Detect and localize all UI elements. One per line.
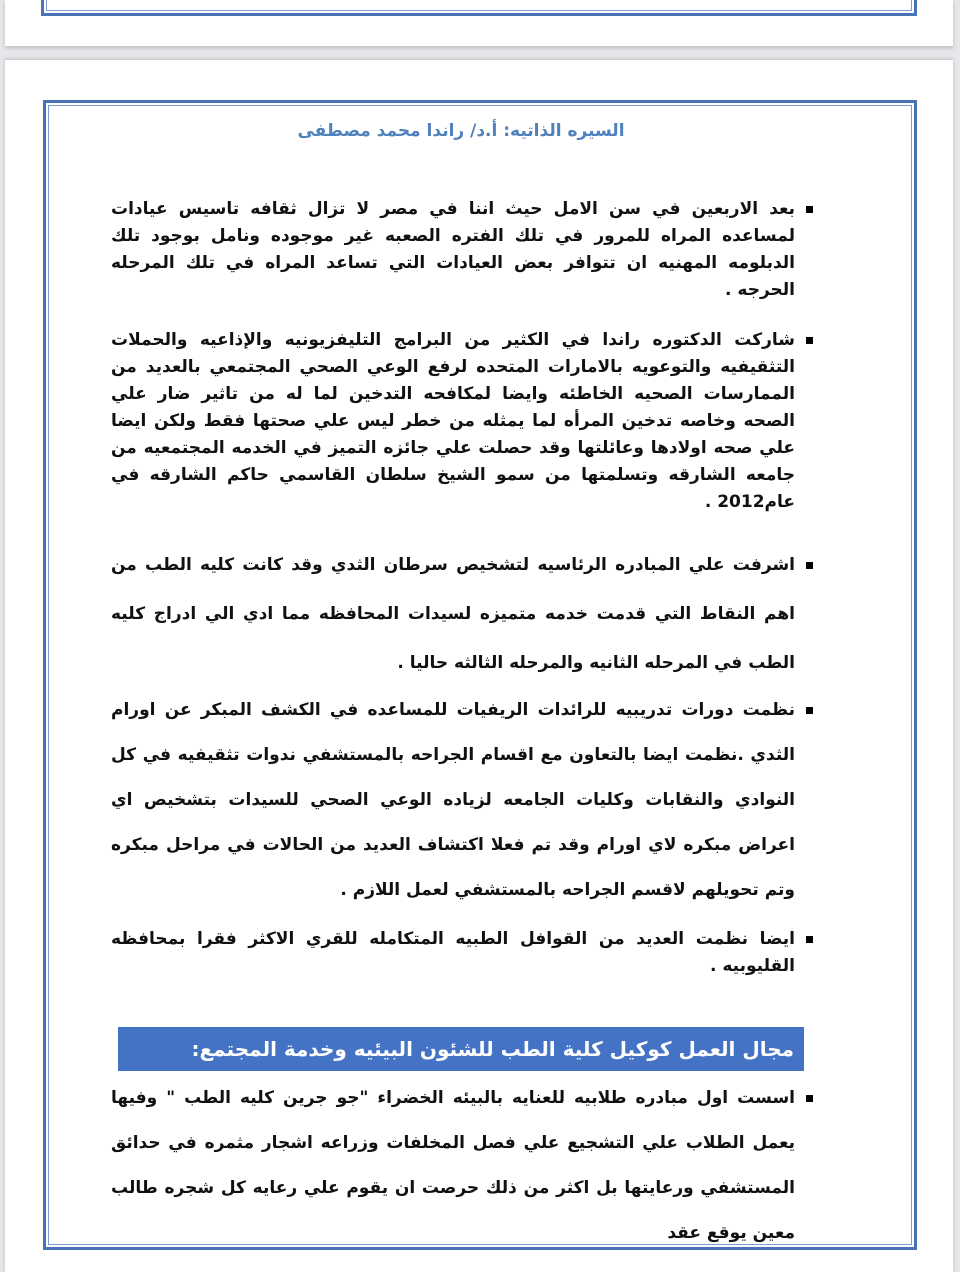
bullet-square-icon — [806, 206, 813, 213]
bullet-list-main — [111, 196, 812, 980]
page-content — [49, 106, 911, 1244]
bullet-square-icon — [806, 337, 813, 344]
section-header: مجال العمل كوكيل كلية الطب للشئون البيئيه وخدمة المجتمع: — [118, 1027, 804, 1071]
list-item — [111, 196, 812, 304]
previous-page-border-inner — [46, 0, 912, 11]
previous-page-fragment — [5, 0, 953, 46]
previous-page-border — [41, 0, 917, 16]
list-item-text: نظمت دورات تدريبيه للرائدات الريفيات للمساعده في الكشف المبكر عن اورام الثدي .نظمت ايضا بالتعاون مع اقسام الجراحه بالمستشفي ندوات تثقيفيه في كل النوادي والنقابات وكليات الجامعه لزياده الوعي الصحي للسيدات بتشخيص اي اعراض مبكره لاي اورام وقد تم فعلا اكتشاف العديد من الحالات في مراحل مبكره وتم تحويلهم لاقسم الجراحه بالمستشفي لعمل اللازم . — [111, 700, 795, 900]
list-item-text: اسست اول مبادره طلابيه للعنايه بالبيئه الخضراء "جو جرين كليه الطب " وفيها يعمل الطلاب علي التشجيع علي فصل المخلفات وزراعه اشجار مثمره في حدائق المستشفي ورعايتها بل اكثر من ذلك حرصت ان يقوم علي رعايه كل شجره طالب معين يوقع عقد — [111, 1088, 795, 1243]
document-title: السيره الذاتيه: أ.د/ راندا محمد مصطفى — [297, 121, 625, 141]
list-item-text: ايضا نظمت العديد من القوافل الطبيه المتكامله للقري الاكثر فقرا بمحافظه القليوبيه . — [111, 929, 795, 976]
list-item — [111, 327, 812, 516]
page-border-frame — [43, 100, 917, 1250]
list-item-text: اشرفت علي المبادره الرئاسيه لتشخيص سرطان الثدي وقد كانت كليه الطب من اهم النقاط التي قدمت خدمه متميزه لسيدات المحافظه مما ادي الي ادراج كليه الطب في المرحله الثانيه والمرحله الثالثه حاليا . — [111, 555, 795, 673]
bullet-square-icon — [806, 1095, 813, 1102]
bullet-square-icon — [806, 707, 813, 714]
list-item-text: بعد الاربعين في سن الامل حيث اننا في مصر لا تزال ثقافه تاسيس عيادات لمساعده المراه للمرور في تلك الفتره الصعبه غير موجوده ونامل بوجود تلك الدبلومه المهنيه ان تتوافر بعض العيادات التي تساعد المراه في تلك المرحله الحرجه . — [111, 199, 795, 300]
page-border-frame-inner — [48, 105, 912, 1245]
bullet-square-icon — [806, 562, 813, 569]
list-item — [111, 1076, 812, 1245]
document-page — [5, 60, 953, 1272]
list-item — [111, 926, 812, 980]
list-item — [111, 688, 812, 913]
bullet-list-secondary — [111, 1076, 812, 1245]
bullet-square-icon — [806, 936, 813, 943]
list-item — [111, 541, 812, 688]
list-item-text: شاركت الدكتوره راندا في الكثير من البرامج التليفزيونيه والإذاعيه والحملات التثقيفيه والتوعويه بالامارات المتحده لرفع الوعي الصحي المجتمعي بالعديد من الممارسات الصحيه الخاطئه وايضا لمكافحه التدخين لما له من تاثير ضار علي الصحه وخاصه تدخين المرأه لما يمثله من خطر ليس علي صحتها فقط ولكن ايضا علي صحه اولادها وعائلتها وقد حصلت علي جائزه التميز في الخدمه المجتمعيه من جامعه الشارقه وتسلمتها من سمو الشيخ سلطان القاسمي حاكم الشارقه في عام2012 . — [111, 330, 795, 512]
